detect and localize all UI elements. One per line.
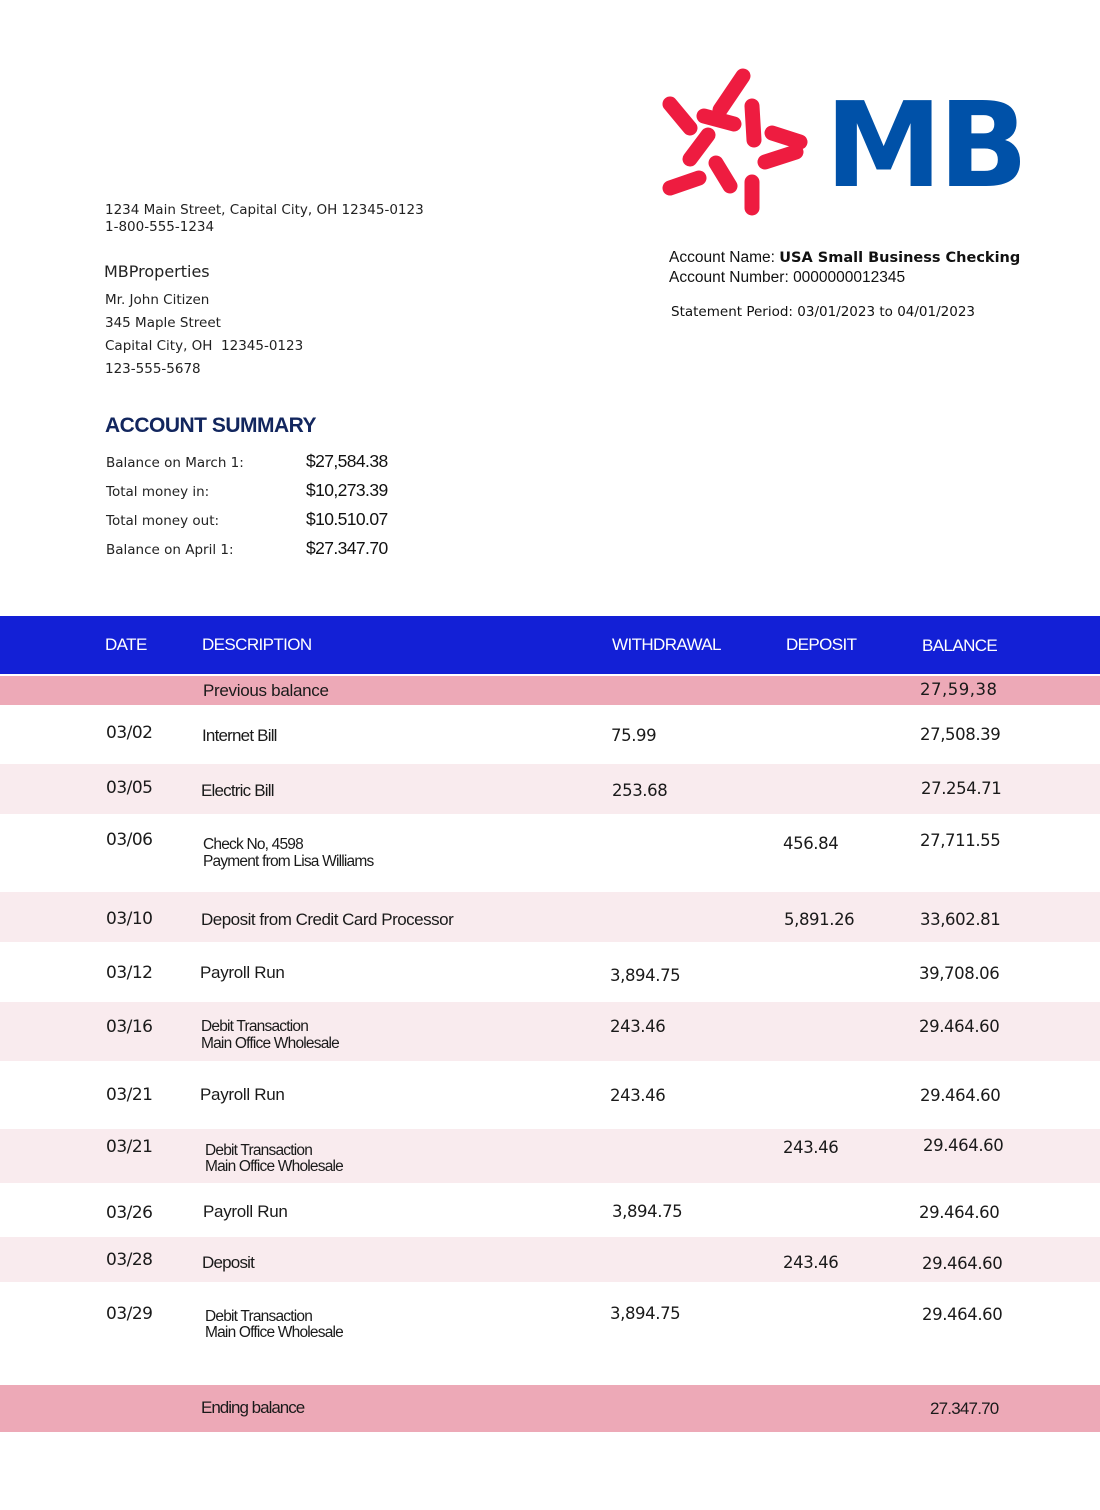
header-description: DESCRIPTION [202,635,312,654]
previous-balance-value: 27,59,38 [920,680,998,699]
row-date: 03/16 [106,1017,153,1037]
account-info [669,248,1020,288]
row-description: Debit Transaction [205,1142,313,1159]
summary-row [106,449,426,478]
logo-wordmark: MB [825,76,1020,214]
table-row [0,892,1100,942]
row-date: 03/12 [106,963,153,983]
row-balance: 29.464.60 [922,1305,1003,1324]
row-description-detail: Main Office Wholesale [205,1158,343,1175]
header-balance: BALANCE [922,636,998,655]
row-date: 03/06 [106,830,153,850]
row-withdrawal: 3,894.75 [612,1202,683,1221]
row-description: Debit Transaction [201,1018,309,1035]
summary-label: Total money in: [106,484,210,500]
summary-value: $27.347.70 [306,538,388,558]
row-withdrawal: 3,894.75 [610,1304,681,1323]
customer-city: Capital City, OH 12345-0123 [105,338,304,354]
customer-address-block [105,289,303,381]
table-row [0,764,1100,814]
row-description: Check No, 4598 [203,836,303,853]
mb-star-logo-icon [660,66,1020,216]
summary-label: Balance on April 1: [106,542,234,558]
row-balance: 27,508.39 [920,725,1001,744]
previous-balance-row [0,676,1100,705]
row-balance: 29.464.60 [920,1086,1001,1105]
table-row [0,705,1100,764]
table-row [0,1129,1100,1183]
header-deposit: DEPOSIT [786,635,857,654]
row-deposit: 5,891.26 [784,910,855,929]
row-balance: 29.464.60 [923,1136,1004,1155]
summary-row [106,478,426,507]
row-withdrawal: 243.46 [610,1017,666,1036]
customer-phone: 123-555-5678 [105,361,201,377]
row-balance: 29.464.60 [919,1203,1000,1222]
row-deposit: 243.46 [783,1253,839,1272]
customer-company: MBProperties [104,262,210,281]
table-row [0,814,1100,892]
previous-balance-label: Previous balance [203,681,329,700]
row-balance: 29.464.60 [919,1017,1000,1036]
summary-row [106,536,426,565]
row-description: Deposit [202,1253,255,1272]
table-row [0,942,1100,1002]
account-number-label: Account Number: [669,269,789,286]
row-date: 03/02 [106,723,153,743]
row-date: 03/05 [106,778,153,798]
header-date: DATE [105,635,147,654]
row-date: 03/26 [106,1203,153,1223]
bank-address-block [105,202,424,236]
row-balance: 33,602.81 [920,910,1001,929]
header-withdrawal: WITHDRAWAL [612,635,721,654]
mb-bank-logo [660,66,1020,216]
row-balance: 27.254.71 [921,779,1002,798]
summary-value: $10.510.07 [306,509,388,529]
row-description-detail: Main Office Wholesale [205,1324,343,1341]
row-description: Payroll Run [200,963,285,982]
ending-balance-label: Ending balance [201,1398,305,1417]
row-description: Debit Transaction [205,1308,313,1325]
row-date: 03/21 [106,1085,153,1105]
statement-period: Statement Period: 03/01/2023 to 04/01/2023 [671,304,976,320]
bank-phone: 1-800-555-1234 [105,219,215,235]
row-description: Payroll Run [200,1085,285,1104]
bank-address: 1234 Main Street, Capital City, OH 12345-0123 [105,202,424,218]
customer-street: 345 Maple Street [105,315,221,331]
table-row [0,1061,1100,1129]
ending-balance-row [0,1385,1100,1432]
row-balance: 27,711.55 [920,831,1001,850]
row-description: Payroll Run [203,1202,288,1221]
row-balance: 39,708.06 [919,964,1000,983]
account-name-label: Account Name: [669,249,775,266]
row-description-detail: Payment from Lisa Williams [203,853,374,870]
summary-row [106,507,426,536]
row-date: 03/29 [106,1304,153,1324]
table-row [0,1002,1100,1061]
customer-name: Mr. John Citizen [105,292,210,308]
row-date: 03/10 [106,909,153,929]
row-deposit: 243.46 [783,1138,839,1157]
row-description: Electric Bill [201,781,274,800]
row-withdrawal: 75.99 [611,726,657,745]
transactions-table-header [0,616,1100,674]
account-number-value: 0000000012345 [793,269,906,286]
row-date: 03/21 [106,1137,153,1157]
row-date: 03/28 [106,1250,153,1270]
row-description: Internet Bill [202,726,277,745]
row-withdrawal: 3,894.75 [610,966,681,985]
table-row [0,1237,1100,1282]
summary-value: $10,273.39 [306,480,388,500]
row-withdrawal: 243.46 [610,1086,666,1105]
row-deposit: 456.84 [783,834,839,853]
ending-balance-value: 27.347.70 [930,1399,999,1418]
row-balance: 29.464.60 [922,1254,1003,1273]
summary-value: $27,584.38 [306,451,388,471]
row-description: Deposit from Credit Card Processor [201,910,454,929]
account-name-value: USA Small Business Checking [779,250,1021,266]
summary-label: Total money out: [106,513,220,529]
table-row [0,1183,1100,1237]
row-description-detail: Main Office Wholesale [201,1035,339,1052]
table-row [0,1282,1100,1362]
account-summary-title: ACCOUNT SUMMARY [105,414,317,437]
summary-label: Balance on March 1: [106,455,244,471]
row-withdrawal: 253.68 [612,781,668,800]
